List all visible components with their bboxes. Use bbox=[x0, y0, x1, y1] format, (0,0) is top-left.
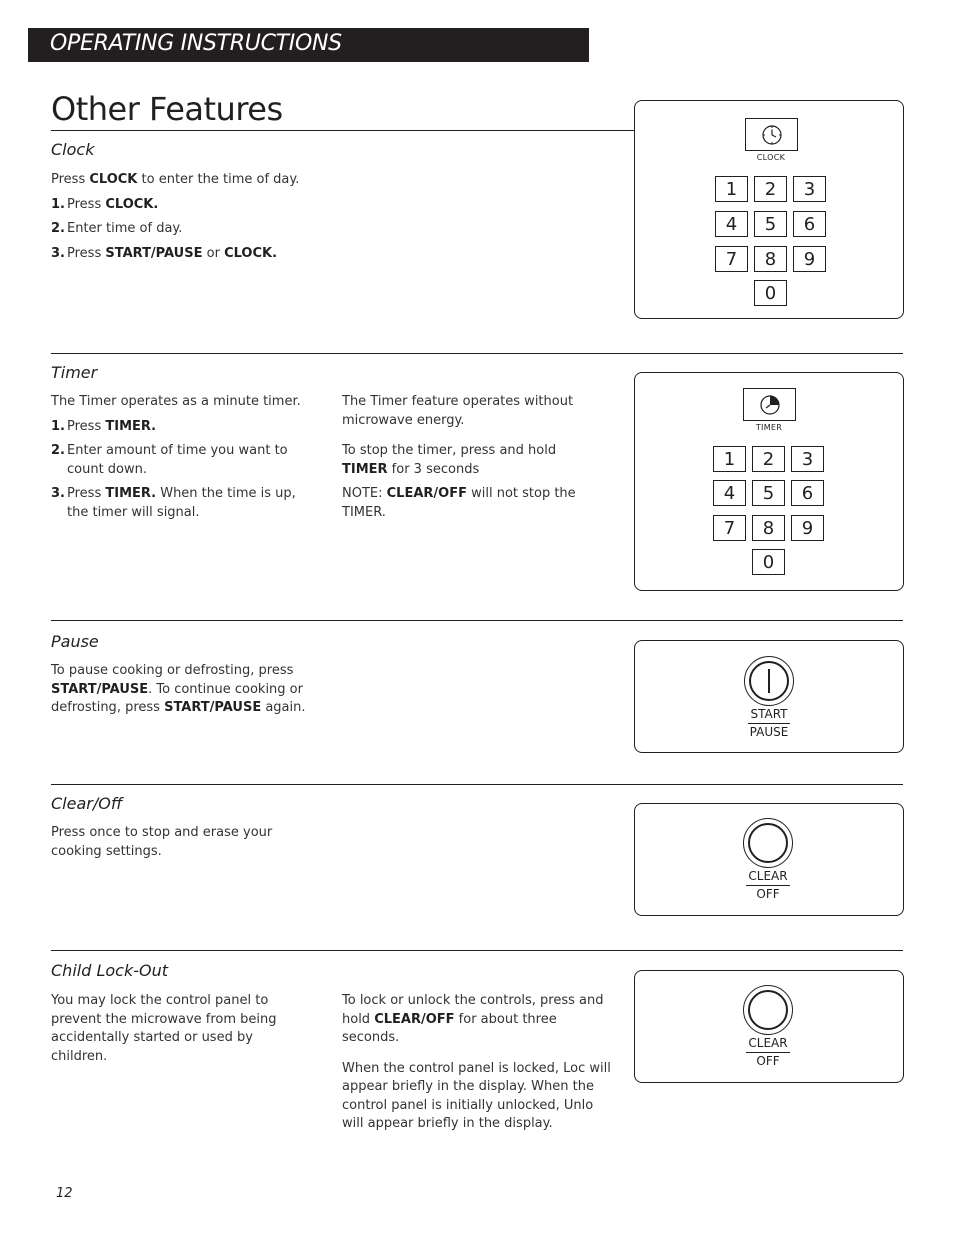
clear-off-control-panel bbox=[634, 803, 904, 916]
child-lock-heading: Child Lock-Out bbox=[51, 961, 168, 980]
section-divider bbox=[51, 784, 903, 785]
child-lock-text-col1: You may lock the control panel to prevent the microwave from being accidentally started or used by children. bbox=[51, 993, 277, 1064]
clock-control-panel bbox=[634, 100, 904, 319]
section-divider bbox=[51, 620, 903, 621]
clock-button[interactable] bbox=[745, 118, 798, 151]
timer-heading: Timer bbox=[51, 363, 98, 382]
start-pause-caption: START PAUSE bbox=[749, 707, 789, 739]
timer-button-label: TIMER bbox=[755, 423, 783, 432]
timer-text-col2: The Timer feature operates without microwave energy. To stop the timer, press and hold TIMER for 3 seconds NOTE: CLEAR/OFF will not stop the TIMER. bbox=[342, 394, 576, 520]
clear-off-heading: Clear/Off bbox=[51, 794, 123, 813]
pause-text: To pause cooking or defrosting, press START/PAUSE. To continue cooking or defrosting, press START/PAUSE again. bbox=[51, 663, 306, 715]
clock-icon bbox=[761, 124, 783, 146]
keypad-key[interactable]: 6 bbox=[793, 211, 826, 237]
clock-heading: Clock bbox=[51, 140, 95, 159]
page-title: Other Features bbox=[51, 90, 283, 128]
keypad-key[interactable]: 8 bbox=[752, 515, 785, 541]
timer-control-panel bbox=[634, 372, 904, 591]
clear-off-caption: CLEAR OFF bbox=[748, 1036, 788, 1068]
pause-control-panel bbox=[634, 640, 904, 753]
keypad-key[interactable]: 9 bbox=[793, 246, 826, 272]
keypad-key[interactable]: 4 bbox=[715, 211, 748, 237]
keypad-key[interactable]: 1 bbox=[713, 446, 746, 472]
keypad-key[interactable]: 0 bbox=[754, 280, 787, 306]
keypad-key[interactable]: 3 bbox=[791, 446, 824, 472]
timer-text-col1: The Timer operates as a minute timer. 1. Press TIMER. 2. Enter amount of time you want to count down. 3. Press TIMER. When the time is up, the timer will signal. bbox=[51, 394, 301, 520]
keypad-key[interactable]: 2 bbox=[754, 176, 787, 202]
timer-button[interactable] bbox=[743, 388, 796, 421]
keypad-key[interactable]: 1 bbox=[715, 176, 748, 202]
keypad-key[interactable]: 4 bbox=[713, 480, 746, 506]
timer-icon bbox=[759, 394, 781, 416]
section-divider bbox=[51, 353, 903, 354]
title-rule bbox=[51, 130, 635, 131]
keypad-key[interactable]: 9 bbox=[791, 515, 824, 541]
clear-off-text: Press once to stop and erase your cooking settings. bbox=[51, 825, 273, 859]
section-divider bbox=[51, 950, 903, 951]
section-banner bbox=[28, 28, 589, 62]
keypad-key[interactable]: 6 bbox=[791, 480, 824, 506]
clear-off-button[interactable] bbox=[743, 818, 793, 868]
keypad-key[interactable]: 7 bbox=[715, 246, 748, 272]
keypad-key[interactable]: 5 bbox=[752, 480, 785, 506]
keypad-key[interactable]: 3 bbox=[793, 176, 826, 202]
page-number: 12 bbox=[56, 1186, 73, 1201]
keypad-key[interactable]: 2 bbox=[752, 446, 785, 472]
clock-button-label: CLOCK bbox=[756, 153, 786, 162]
power-icon bbox=[744, 656, 794, 706]
clear-off-button[interactable] bbox=[743, 985, 793, 1035]
start-pause-button[interactable] bbox=[744, 656, 794, 706]
keypad-key[interactable]: 0 bbox=[752, 549, 785, 575]
child-lock-control-panel bbox=[634, 970, 904, 1083]
keypad-key[interactable]: 5 bbox=[754, 211, 787, 237]
child-lock-text-col2: To lock or unlock the controls, press and hold CLEAR/OFF for about three seconds. When the control panel is locked, Loc will appear briefly in the display. When the control panel is initially unlocked, Unlo will appear briefly in the display. bbox=[342, 993, 611, 1131]
clear-off-caption: CLEAR OFF bbox=[748, 869, 788, 901]
clock-text: Press CLOCK to enter the time of day. 1. Press CLOCK. 2. Enter time of day. 3. Press START/PAUSE or CLOCK. bbox=[51, 172, 300, 261]
keypad-key[interactable]: 8 bbox=[754, 246, 787, 272]
keypad-key[interactable]: 7 bbox=[713, 515, 746, 541]
pause-heading: Pause bbox=[51, 632, 99, 651]
banner-text: OPERATING INSTRUCTIONS bbox=[50, 31, 342, 56]
